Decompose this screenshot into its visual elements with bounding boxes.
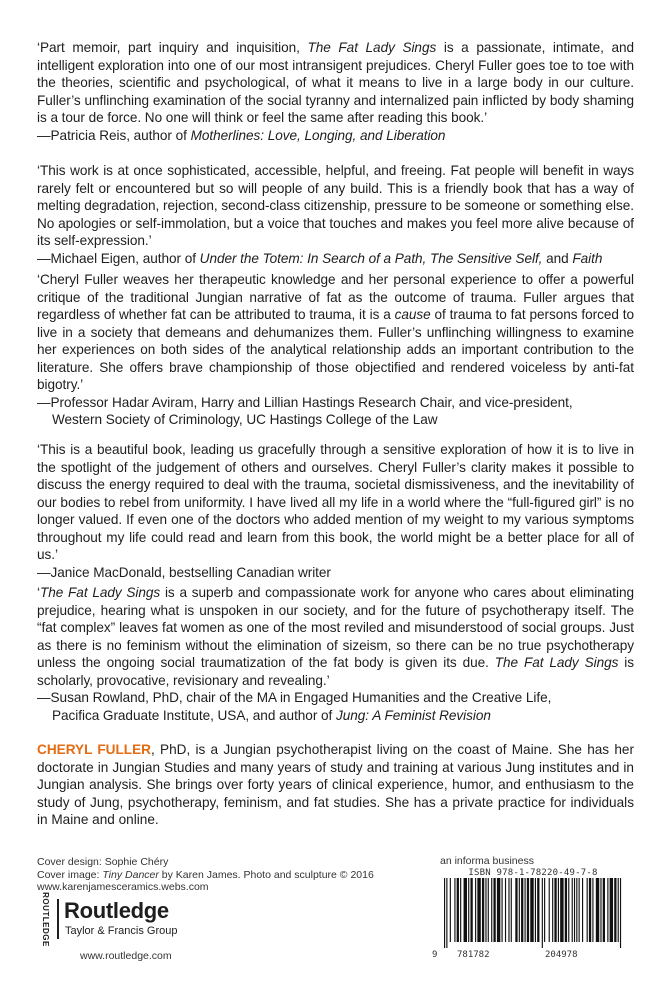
attribution-book: Jung: A Feminist Revision xyxy=(336,707,491,723)
artwork-title: Tiny Dancer xyxy=(102,868,159,881)
quote-block-3 xyxy=(37,271,634,429)
barcode-bar xyxy=(565,878,567,942)
barcode-bar xyxy=(525,878,526,942)
author-bio xyxy=(37,741,634,829)
attribution-text: —Patricia Reis, author of xyxy=(37,127,191,143)
barcode-bar xyxy=(614,878,616,942)
barcode-bar xyxy=(505,878,506,942)
barcode-bar xyxy=(515,878,517,942)
quote-text xyxy=(37,271,634,394)
publisher-url[interactable]: www.routledge.com xyxy=(80,950,172,962)
attribution-text: —Michael Eigen, author of xyxy=(37,250,200,266)
barcode-bar xyxy=(549,878,550,942)
barcode-bar xyxy=(552,878,553,942)
book-title: The Fat Lady Sings xyxy=(307,40,437,55)
barcode-bar xyxy=(527,878,529,942)
barcode-bar xyxy=(603,878,605,942)
barcode-bar xyxy=(596,878,599,942)
quote-block-5 xyxy=(37,584,634,724)
cover-image-credit xyxy=(37,869,374,882)
quote-text: ‘This work is at once sophisticated, accessible, helpful, and freeing. Fat people will benefit in ways rarely felt or encountered but so will people of any build. This is a friendly book that has a way of melting degradation, rejection, second-class citizenship, pressure to be someone or something else. No apologies or self-immolation, but a voice that touches and makes you feel more alive because of its self-expression.’ xyxy=(37,163,634,248)
barcode-bar xyxy=(475,878,476,942)
barcode-bar xyxy=(511,878,512,942)
barcode-bar xyxy=(589,878,591,942)
quote-attribution xyxy=(37,127,634,145)
barcode-bar xyxy=(477,878,480,942)
quote-text xyxy=(37,39,634,127)
barcode-bar xyxy=(610,878,613,942)
quote-text-part: is scholarly, provocative, revisionary and revealing.’ xyxy=(37,655,634,688)
barcode-bar xyxy=(576,878,577,942)
routledge-mark-text: ROUTLEDGE xyxy=(40,891,50,947)
barcode-digits-left: 781782 xyxy=(457,950,490,960)
barcode-bar xyxy=(508,878,509,942)
author-name: CHERYL FULLER xyxy=(37,742,151,757)
barcode-bar xyxy=(454,878,455,942)
barcode-bar xyxy=(444,878,445,948)
publisher-name: Routledge xyxy=(64,898,169,923)
barcode-bar xyxy=(502,878,503,942)
barcode-bar xyxy=(620,878,621,948)
barcode-bar xyxy=(446,878,447,948)
quote-block-4 xyxy=(37,441,634,581)
barcode-bar xyxy=(482,878,484,942)
routledge-mark-icon xyxy=(36,891,54,947)
barcode-bar xyxy=(582,878,583,942)
barcode-bar xyxy=(537,878,539,942)
barcode-bar xyxy=(497,878,500,942)
barcode-bar xyxy=(519,878,520,942)
quote-attribution: —Janice MacDonald, bestselling Canadian writer xyxy=(37,564,331,580)
quote-attribution xyxy=(37,250,634,268)
credit-text: by Karen James. Photo and sculpture © 2016 xyxy=(158,868,374,881)
cover-credits xyxy=(37,856,374,894)
barcode-bar xyxy=(530,878,533,942)
quote-text-part: is a superb and compassionate work for anyone who cares about eliminating prejudice, hearing what is unspoken in our society, and for the future of psychotherapy itself. The “fat complex” leaves fat women as one of the most reviled and misunderstood of social groups. Just as there is no feminism without the elimination of sizeism, so there can be no true psychotherapy unless the ongoing social traumatization of the fat body is given its due. xyxy=(37,585,634,670)
barcode-bar xyxy=(542,878,543,948)
quote-attribution-cont xyxy=(37,707,634,725)
quote-block-2 xyxy=(37,162,634,267)
attribution-book: Under the Totem: In Search of a Path, The Sensitive Self, xyxy=(199,250,543,266)
quote-attribution: —Professor Hadar Aviram, Harry and Lillian Hastings Research Chair, and vice-president, xyxy=(37,394,573,410)
publisher-logo xyxy=(36,891,226,947)
barcode-bar xyxy=(491,878,492,942)
publisher-group: Taylor & Francis Group xyxy=(65,925,178,937)
attribution-text: and xyxy=(542,250,573,266)
quote-text-part: ‘ xyxy=(37,585,40,600)
barcode-bar xyxy=(464,878,467,942)
barcode-bar xyxy=(485,878,486,942)
barcode-bar xyxy=(470,878,472,942)
barcode-bar xyxy=(600,878,601,942)
quote-text-part: ‘Part memoir, part inquiry and inquisition, xyxy=(37,40,308,55)
quote-text-part: is a passionate, intimate, and intelligent exploration into one of our most intransigent prejudices. Cheryl Fuller goes toe to toe with the theories, scientific and psychological, of what it means to live in a large body in our culture. Fuller’s unflinching examination of the social tyranny and internalized pain inflicted by body shaming is a tour de force. No one will think or feel the same after reading this book.’ xyxy=(37,40,635,125)
barcode-bar xyxy=(558,878,559,942)
barcode-bar xyxy=(618,878,619,942)
attribution-book: Faith xyxy=(572,250,603,266)
barcode-bar xyxy=(587,878,588,942)
cover-design-credit: Cover design: Sophie Chéry xyxy=(37,856,169,868)
barcode-bar xyxy=(450,878,451,942)
barcode-icon xyxy=(440,878,626,948)
emphasis: cause xyxy=(394,307,431,322)
barcode-bar xyxy=(574,878,575,942)
book-title: The Fat Lady Sings xyxy=(494,655,619,670)
barcode-bar xyxy=(544,878,545,942)
logo-divider xyxy=(57,899,59,939)
barcode-bar xyxy=(607,878,608,942)
barcode-bar xyxy=(579,878,580,942)
barcode-bar xyxy=(572,878,573,942)
informa-tagline: an informa business xyxy=(440,855,534,867)
artist-website: www.karenjamesceramics.webs.com xyxy=(37,881,209,893)
barcode-bar xyxy=(521,878,523,942)
quote-text-part: of trauma to fat persons forced to live in a society that demeans and dehumanizes them. Fuller’s unflinching willingness to examine her experiences on both sides of the analytical relationship adds an important contribution to the literature. She offers brave championship of those objectified and rendered voiceless by anti-fat bigotry.’ xyxy=(37,307,635,392)
barcode-bar xyxy=(493,878,495,942)
author-bio-text: , PhD, is a Jungian psychotherapist living on the coast of Maine. She has her doctorate in Jungian Studies and many years of study and training at various Jung institutes and in Jungian analysis. She brings over forty years of clinical experience, humor, and enthusiasm to the study of Jung, psychotherapy, feminism, and fat studies. She has a private practice for individuals in Maine and online. xyxy=(37,742,635,827)
quote-attribution-cont: Western Society of Criminology, UC Hastings College of the Law xyxy=(52,412,438,427)
quote-text: ‘This is a beautiful book, leading us gracefully through a sensitive exploration of how it is to live in the spotlight of the judgement of others and ourselves. Cheryl Fuller’s clarity makes it possible to discuss the energy required to deal with the trauma, societal dismissiveness, and the inevitability of our bodies to rebel from uniformity. I have lived all my life in a world where the “full-figured girl” is no longer valued. If even one of the doctors who added mention of my weight to my various symptoms throughout my life could read and learn from this book, the world might be a better place for all of us.’ xyxy=(37,442,634,562)
book-title: The Fat Lady Sings xyxy=(39,585,161,600)
barcode-bar xyxy=(554,878,556,942)
quote-attribution: —Susan Rowland, PhD, chair of the MA in Engaged Humanities and the Creative Life, xyxy=(37,690,552,705)
barcode-bar xyxy=(592,878,593,942)
isbn-text: ISBN 978-1-78220-49-7-8 xyxy=(468,868,598,878)
quote-text xyxy=(37,584,634,689)
credit-text: Cover image: xyxy=(37,868,103,881)
barcode-digits-right: 204978 xyxy=(545,950,578,960)
barcode-bar xyxy=(460,878,461,942)
attribution-book: Motherlines: Love, Longing, and Liberation xyxy=(190,127,446,143)
barcode-bar xyxy=(468,878,469,942)
barcode-bar xyxy=(535,878,536,942)
attribution-text: Pacifica Graduate Institute, USA, and author of xyxy=(52,707,336,723)
barcode-digit-lead: 9 xyxy=(432,950,438,960)
quote-text-part: ‘Cheryl Fuller weaves her therapeutic knowledge and her personal experience to offer a powerful critique of the traditional Jungian narrative of fat as the outcome of trauma. Fuller argues that regardless of whether fat can be attributed to trauma, it is a xyxy=(37,272,634,322)
barcode-bar xyxy=(488,878,489,942)
barcode-bar xyxy=(560,878,563,942)
barcode-bar xyxy=(568,878,569,942)
barcode-bar xyxy=(457,878,459,942)
quote-block-1 xyxy=(37,39,634,144)
